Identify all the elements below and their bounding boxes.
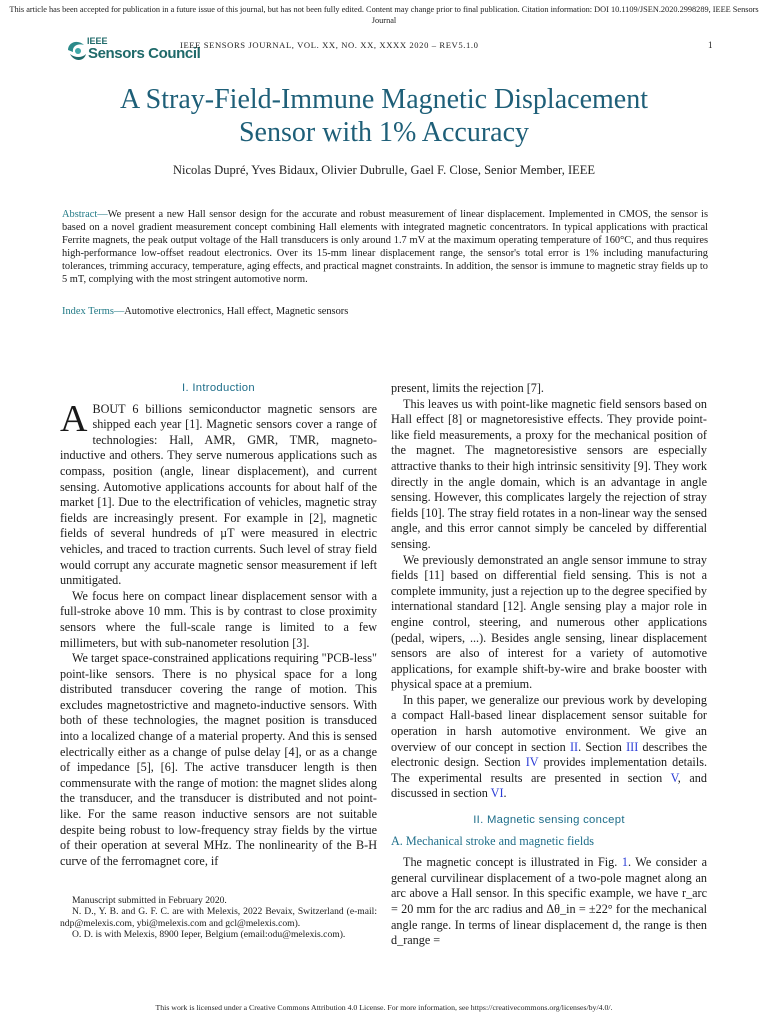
drop-cap: A (60, 397, 88, 440)
section-5-link[interactable]: V (670, 770, 678, 785)
p5-text-b: . We consider a general curvilinear displacement of a two-pole magnet along an arc above a Hall sensor. In this specific example, we have r_arc = 20 mm for the arc radius and Δθ_in = ±22° for the mechanical angle range. In terms of linear displacement d, the range is then d_range = (391, 855, 707, 948)
p4-text-d: provides implementation details. The experimental results are presented in section (391, 755, 707, 785)
figure-1-link[interactable]: 1 (621, 855, 628, 870)
title-line-1: A Stray-Field-Immune Magnetic Displacement (120, 84, 648, 115)
publication-banner (0, 4, 768, 26)
footnotes (60, 895, 377, 941)
p4-text-b: . Section (578, 739, 627, 754)
footnote-affiliation-1: N. D., Y. B. and G. F. C. are with Melexis, 2022 Bevaix, Switzerland (e-mail: ndp@melexis.com, ybi@melexis.com and gcl@melexis.com). (60, 906, 377, 929)
left-column (60, 381, 377, 869)
right-paragraph-1: present, limits the rejection [7]. (391, 381, 544, 395)
banner-line-2: Journal (371, 16, 397, 25)
paper-title (84, 83, 684, 149)
intro-paragraph-1 (60, 397, 377, 589)
section-1-heading: I. Introduction (182, 382, 255, 394)
right-column (391, 381, 707, 949)
concept-paragraph (391, 855, 707, 949)
right-paragraph-2: This leaves us with point-like magnetic field sensors based on Hall effect [8] or magnetoresistive effects. They provide point-like field measurements, a proxy for the mechanical position of the magnet. The magnetoresistive sensors are especially attractive thanks to their high intrinsic sensitivity [9]. They work directly in the angle domain, which is an advantage in angle sensing. However, this complicates largely the rejection of stray fields [10]. The stray field rotates in a non-linear way the sensed angle, and this error cannot simply be canceled by differential sensing. (391, 396, 707, 551)
intro-paragraph-1-text: BOUT 6 billions semiconductor magnetic sensors are shipped each year [1]. Magnetic sensors cover a range of technologies: Hall, AMR, GMR, TMR, magneto-inductive and others. They serve numerous applications such as compass, position (angle, linear displacement), and current sensing. Automotive applications accounts for about half of the market [1]. Due to the electrification of vehicles, magnetic stray fields are increasingly present. For example in [2], magnetic fields of several hundreds of µT were measured in electric vehicles, and traced to traction currents. Such level of stray field would corrupt any accurate magnetic sensor measurement if left unmitigated. (60, 401, 377, 588)
abstract (62, 208, 708, 286)
p4-text-e: , and discussed in section (391, 770, 707, 801)
journal-header: IEEE SENSORS JOURNAL, VOL. XX, NO. XX, XXXX 2020 – REV5.1.0 (180, 40, 479, 50)
intro-paragraph-2: We focus here on compact linear displacement sensor with a full-stroke above 10 mm. This is by contrast to close proximity sensors where the full-scale range is limited to a few millimeters, but with sub-nanometer resolution [3]. (60, 588, 377, 650)
footnote-manuscript: Manuscript submitted in February 2020. (72, 895, 227, 906)
abstract-label: Abstract— (62, 209, 108, 220)
p5-text-a: The magnetic concept is illustrated in Fig. (403, 855, 622, 870)
banner-line-1: This article has been accepted for publication in a future issue of this journal, but has not been fully edited. Content may change prior to final publication. Citation information: DOI 10.1109/JSEN.2020.2998289, IEEE Sensors (9, 5, 759, 14)
right-paragraph-4 (391, 693, 707, 802)
index-terms-text: Automotive electronics, Hall effect, Magnetic sensors (124, 306, 349, 317)
intro-paragraph-3: We target space-constrained applications requiring "PCB-less" point-like sensors. There is no physical space for a long distributed transducer covering the range of motion. This excludes magnetostrictive and magneto-inductive sensors. With both of these technologies, the magnet position is transduced into a localized change of a material property. And this is sensed electrically either as a change of pulse delay [4], or as a change of impedance [5], [6]. The active transducer length is then commensurate with the range of motion: the magnet slides along the transducer, and the transducer is distributed and not point-like. For the same reason inductive sensors are not suitable despite being robust to low-frequency stray fields by the virtue of their operation at several MHz. The nonlinearity of the B-H curve of the ferromagnet core, if (60, 651, 377, 868)
right-paragraph-3: We previously demonstrated an angle sensor immune to stray fields [11] based on differential field sensing. This is not a complete immunity, just a rejection up to the degree specified by international standard [12]. Angle sensing play a major role in engine control, steering, and numerous other applications (pedal, wipers, ...). Besides angle sensing, linear displacement sensors are also of interest for a variety of automotive applications, for example shift-by-wire and brake booster with physical space at a premium. (391, 552, 707, 692)
p4-text-c: describes the electronic design. Section (391, 739, 707, 770)
index-terms-label: Index Terms— (62, 306, 125, 317)
section-2-link[interactable]: II (569, 739, 579, 754)
section-2-heading: II. Magnetic sensing concept (473, 814, 625, 827)
page-number: 1 (708, 40, 713, 50)
footnote-affiliation-2: O. D. is with Melexis, 8900 Ieper, Belgium (email:odu@melexis.com). (72, 929, 346, 941)
logo-ieee-text: IEEE (87, 36, 108, 46)
subsection-a-heading: A. Mechanical stroke and magnetic fields (391, 833, 595, 848)
index-terms (62, 306, 708, 317)
section-3-link[interactable]: III (626, 739, 639, 754)
abstract-text: We present a new Hall sensor design for the accurate and robust measurement of linear displacement. Implemented in CMOS, the sensor is based on a novel gradient measurement concept combining Hall elements with integrated magnetic concentrators. In typical applications with practical Ferrite magnets, the peak output voltage of the Hall transducers is only around 1.7 mV at the maximum operating temperature of 160°C, and thus requires high-performance low-offset readout electronics. Over its 15-mm linear displacement range, the sensor's total error is 1% including manufacturing tolerances, trimming accuracy, temperature, aging effects, and practical magnet constraints. In addition, the sensor is immune to magnetic stray fields up to 5 mT, complying with the most stringent automotive norm. (62, 209, 708, 285)
logo-sensors-council-text: Sensors Council (88, 45, 201, 62)
license-footer: This work is licensed under a Creative Commons Attribution 4.0 License. For more information, see https://creativecommons.org/licenses/by/4.0/. (155, 1003, 613, 1012)
author-list: Nicolas Dupré, Yves Bidaux, Olivier Dubrulle, Gael F. Close, Senior Member, IEEE (172, 163, 596, 177)
p4-text-f: . (503, 786, 507, 801)
section-4-link[interactable]: IV (525, 755, 539, 770)
p4-text-a: In this paper, we generalize our previous work by developing a compact Hall-based linear displacement sensor suitable for operation in harsh automotive environment. We give an overview of our concept in section (391, 692, 707, 754)
title-line-2: Sensor with 1% Accuracy (238, 117, 530, 148)
section-6-link[interactable]: VI (490, 786, 504, 801)
